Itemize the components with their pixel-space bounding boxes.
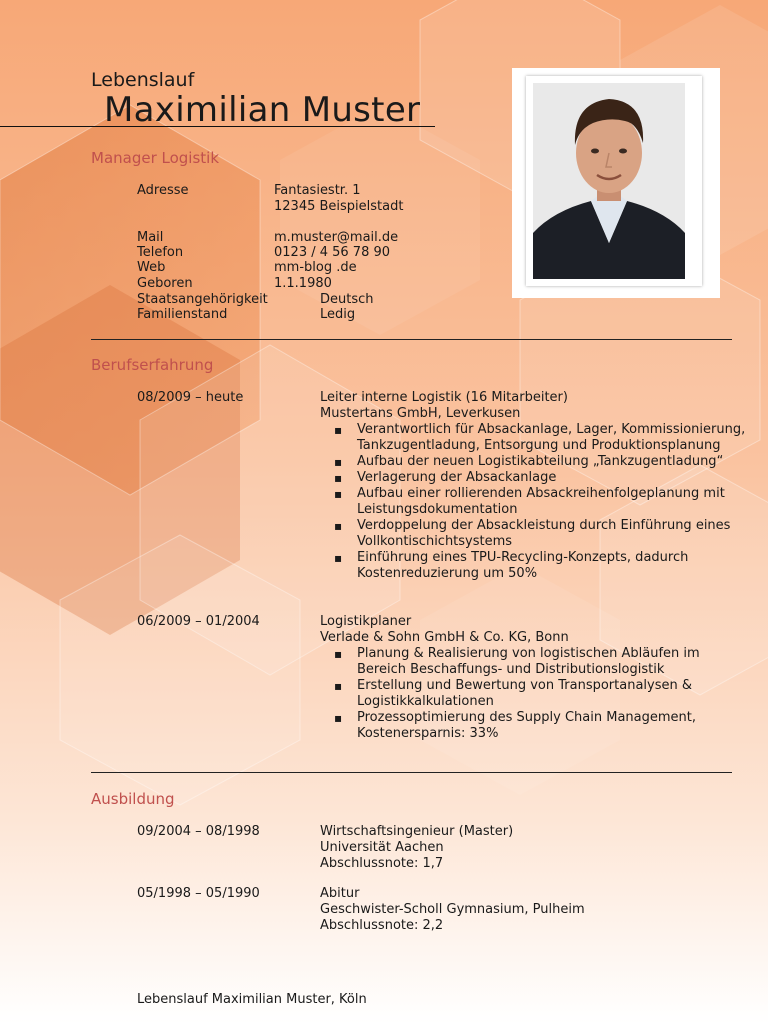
birth-label: Geboren bbox=[137, 276, 193, 291]
address-street: Fantasiestr. 1 bbox=[274, 183, 361, 198]
marital-label: Familienstand bbox=[137, 307, 228, 322]
title-underline bbox=[0, 126, 435, 127]
bullet-item: ▪ Verantwortlich für Absackanlage, Lager, Kommissionierung, Tankzugentladung, Entsorgung und Produktionsplanung bbox=[320, 422, 757, 454]
address-label: Adresse bbox=[137, 183, 189, 198]
bullet-item: ▪ Aufbau einer rollierenden Absackreihenfolgeplanung mit Leistungsdokumentation bbox=[320, 486, 768, 518]
document-kind: Lebenslauf bbox=[91, 69, 195, 91]
experience-title: Berufserfahrung bbox=[91, 356, 214, 374]
mail-label: Mail bbox=[137, 230, 164, 245]
entry-company: Verlade & Sohn GmbH & Co. KG, Bonn bbox=[320, 630, 569, 645]
entry-period: 05/1998 – 05/1990 bbox=[137, 886, 260, 901]
bullet-item: ▪ Erstellung und Bewertung von Transportanalysen & Logistikkalkulationen bbox=[320, 678, 732, 710]
entry-company: Mustertans GmbH, Leverkusen bbox=[320, 406, 521, 421]
phone-value: 0123 / 4 56 78 90 bbox=[274, 245, 391, 260]
bullet-item: ▪ Planung & Realisierung von logistischen Abläufen im Bereich Beschaffungs- und Distributionslogistik bbox=[320, 646, 742, 678]
web-label: Web bbox=[137, 260, 166, 275]
bullet-item: ▪ Prozessoptimierung des Supply Chain Management, Kostenersparnis: 33% bbox=[320, 710, 742, 742]
bullet-item: ▪ Verdoppelung der Absackleistung durch Einführung eines Vollkontischichtsystems bbox=[320, 518, 768, 550]
position-title: Manager Logistik bbox=[91, 149, 220, 167]
entry-period: 09/2004 – 08/1998 bbox=[137, 824, 260, 839]
entry-grade: Abschlussnote: 2,2 bbox=[320, 918, 444, 933]
footer-text: Lebenslauf Maximilian Muster, Köln bbox=[137, 992, 367, 1007]
entry-period: 08/2009 – heute bbox=[137, 390, 244, 405]
marital-value: Ledig bbox=[320, 307, 356, 322]
photo-frame bbox=[512, 68, 720, 298]
entry-bullets bbox=[320, 422, 768, 582]
nationality-value: Deutsch bbox=[320, 292, 374, 307]
mail-value: m.muster@mail.de bbox=[274, 230, 399, 245]
entry-school: Universität Aachen bbox=[320, 840, 444, 855]
section-divider bbox=[91, 339, 732, 340]
entry-degree: Wirtschaftsingenieur (Master) bbox=[320, 824, 514, 839]
phone-label: Telefon bbox=[137, 245, 184, 260]
nationality-label: Staatsangehörigkeit bbox=[137, 292, 268, 307]
portrait-illustration bbox=[533, 83, 685, 279]
portrait-photo bbox=[526, 76, 702, 286]
bullet-item: ▪ Einführung eines TPU-Recycling-Konzepts, dadurch Kostenreduzierung um 50% bbox=[320, 550, 727, 582]
education-title: Ausbildung bbox=[91, 790, 175, 808]
entry-school: Geschwister-Scholl Gymnasium, Pulheim bbox=[320, 902, 585, 917]
entry-role: Logistikplaner bbox=[320, 614, 412, 629]
entry-grade: Abschlussnote: 1,7 bbox=[320, 856, 444, 871]
entry-role: Leiter interne Logistik (16 Mitarbeiter) bbox=[320, 390, 568, 405]
bullet-item: ▪ Verlagerung der Absackanlage bbox=[320, 470, 768, 486]
bullet-item: ▪ Aufbau der neuen Logistikabteilung „Tankzugentladung“ bbox=[320, 454, 768, 470]
address-city: 12345 Beispielstadt bbox=[274, 199, 404, 214]
section-divider bbox=[91, 772, 732, 773]
entry-period: 06/2009 – 01/2004 bbox=[137, 614, 260, 629]
entry-degree: Abitur bbox=[320, 886, 360, 901]
web-value: mm-blog .de bbox=[274, 260, 357, 275]
person-name: Maximilian Muster bbox=[104, 90, 421, 130]
birth-value: 1.1.1980 bbox=[274, 276, 332, 291]
entry-bullets bbox=[320, 646, 768, 742]
